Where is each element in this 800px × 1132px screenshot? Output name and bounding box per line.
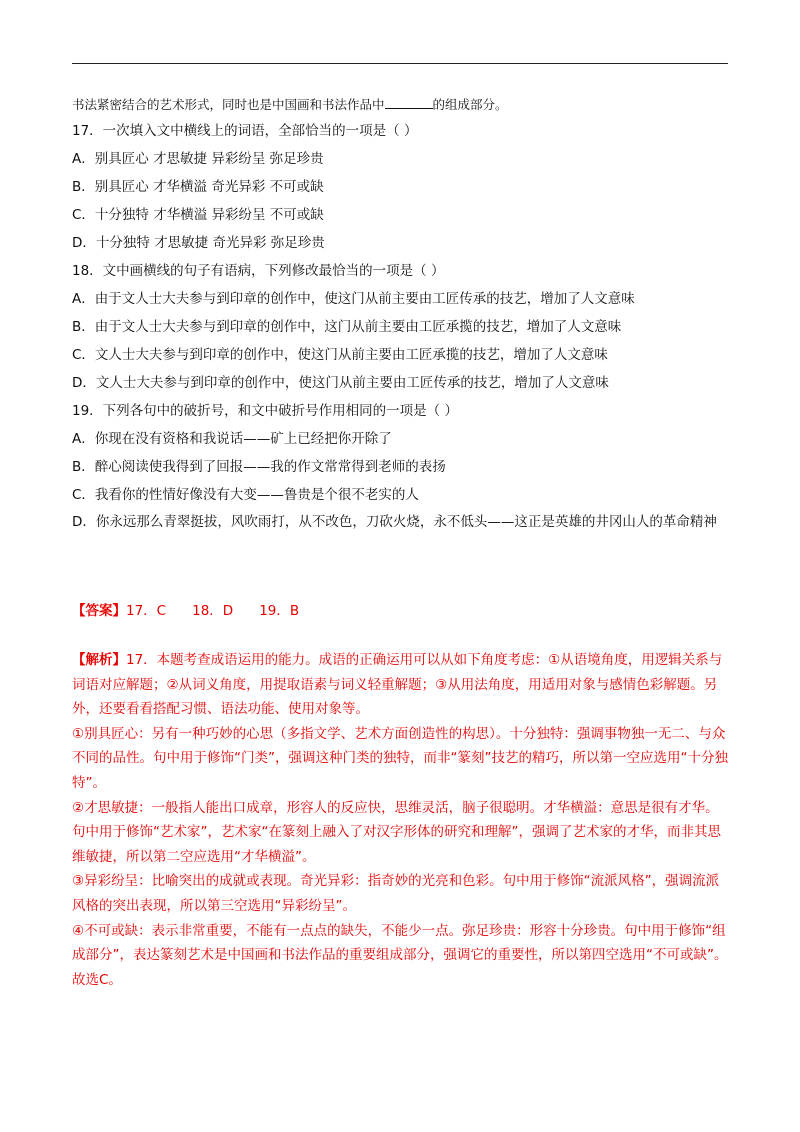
passage-text-after: 的组成部分。 <box>432 97 508 112</box>
question-17-option-a: A．别具匠心 才思敏捷 异彩纷呈 弥足珍贵 <box>72 151 324 167</box>
analysis-tag: 【解析】 <box>72 652 126 668</box>
analysis-text-1: 17．本题考查成语运用的能力。成语的正确运用可以从如下角度考虑：①从语境角度，用逻辑关系与词语对应解题；②从词义角度，用提取语素与词义轻重解题；③从用法角度，用适用对象与感情色彩解题。另外，还要看看搭配习惯、语法功能、使用对象等。 <box>72 652 723 718</box>
answer-19: 19．B <box>259 603 300 619</box>
answer-17: 17．C <box>126 603 167 619</box>
question-17-option-b: B．别具匠心 才华横溢 奇光异彩 不可或缺 <box>72 179 324 195</box>
analysis-point-2: ②才思敏捷：一般指人能出口成章，形容人的反应快，思维灵活，脑子很聪明。才华横溢：意思是很有才华。句中用于修饰“艺术家”，艺术家“在篆刻上融入了对汉字形体的研究和理解”，强调了艺术家的才华，而非其思维敏捷，所以第二空应选用“才华横溢”。 <box>72 799 721 865</box>
question-19-option-a: A．你现在没有资格和我说话——矿上已经把你开除了 <box>72 431 392 447</box>
question-19-option-b: B．醉心阅读使我得到了回报——我的作文常常得到老师的表扬 <box>72 459 446 475</box>
question-18-option-a: A．由于文人士大夫参与到印章的创作中，使这门从前主要由工匠传承的技艺，增加了人文意味 <box>72 291 635 307</box>
header-rule <box>72 63 728 64</box>
answer-18: 18．D <box>192 603 234 619</box>
question-18-option-b: B．由于文人士大夫参与到印章的创作中，这门从前主要由工匠承揽的技艺，增加了人文意味 <box>72 319 622 335</box>
question-18-option-c: C．文人士大夫参与到印章的创作中，使这门从前主要由工匠承揽的技艺，增加了人文意味 <box>72 347 608 363</box>
question-18-option-d: D．文人士大夫参与到印章的创作中，使这门从前主要由工匠传承的技艺，增加了人文意味 <box>72 375 609 391</box>
analysis-intro <box>72 648 728 722</box>
passage-text-before: 书法紧密结合的艺术形式，同时也是中国画和书法作品中 <box>72 97 385 112</box>
analysis-point-3: ③异彩纷呈：比喻突出的成就或表现。奇光异彩：指奇妙的光亮和色彩。句中用于修饰“流派风格”，强调流派风格的突出表现，所以第三空选用“异彩纷呈”。 <box>72 873 720 914</box>
question-17-option-d: D．十分独特 才思敏捷 奇光异彩 弥足珍贵 <box>72 235 325 251</box>
analysis-point-4: ④不可或缺：表示非常重要，不能有一点点的缺失，不能少一点。弥足珍贵：形容十分珍贵。句中用于修饰“组成部分”，表达篆刻艺术是中国画和书法作品的重要组成部分，强调它的重要性，所以第四空选用“不可或缺”。 <box>72 922 728 964</box>
question-19-option-d: D．你永远那么青翠挺拔，风吹雨打，从不改色，刀砍火烧，永不低头——这正是英雄的井冈山人的革命精神 <box>72 514 717 530</box>
question-19-stem: 19．下列各句中的破折号，和文中破折号作用相同的一项是（ ） <box>72 403 458 419</box>
analysis-point-1: ①别具匠心：另有一种巧妙的心思（多指文学、艺术方面创造性的构思）。十分独特：强调事物独一无二、与众不同的品性。句中用于修饰“门类”，强调这种门类的独特，而非“篆刻”技艺的精巧，所以第一空应选用“十分独特”。 <box>72 725 728 791</box>
answer-line <box>72 598 728 624</box>
answer-tag: 【答案】 <box>72 603 126 619</box>
question-19-option-c: C．我看你的性情好像没有大变——鲁贵是个很不老实的人 <box>72 487 419 503</box>
passage-fragment <box>72 93 728 117</box>
question-section <box>72 93 728 535</box>
fill-blank <box>385 94 433 109</box>
question-18-stem: 18．文中画横线的句子有语病，下列修改最恰当的一项是（ ） <box>72 263 445 279</box>
question-17-stem: 17．一次填入文中横线上的词语，全部恰当的一项是（ ） <box>72 123 418 139</box>
analysis-section <box>72 648 728 992</box>
question-17-option-c: C．十分独特 才华横溢 异彩纷呈 不可或缺 <box>72 207 324 223</box>
analysis-conclusion: 故选C。 <box>72 971 122 988</box>
